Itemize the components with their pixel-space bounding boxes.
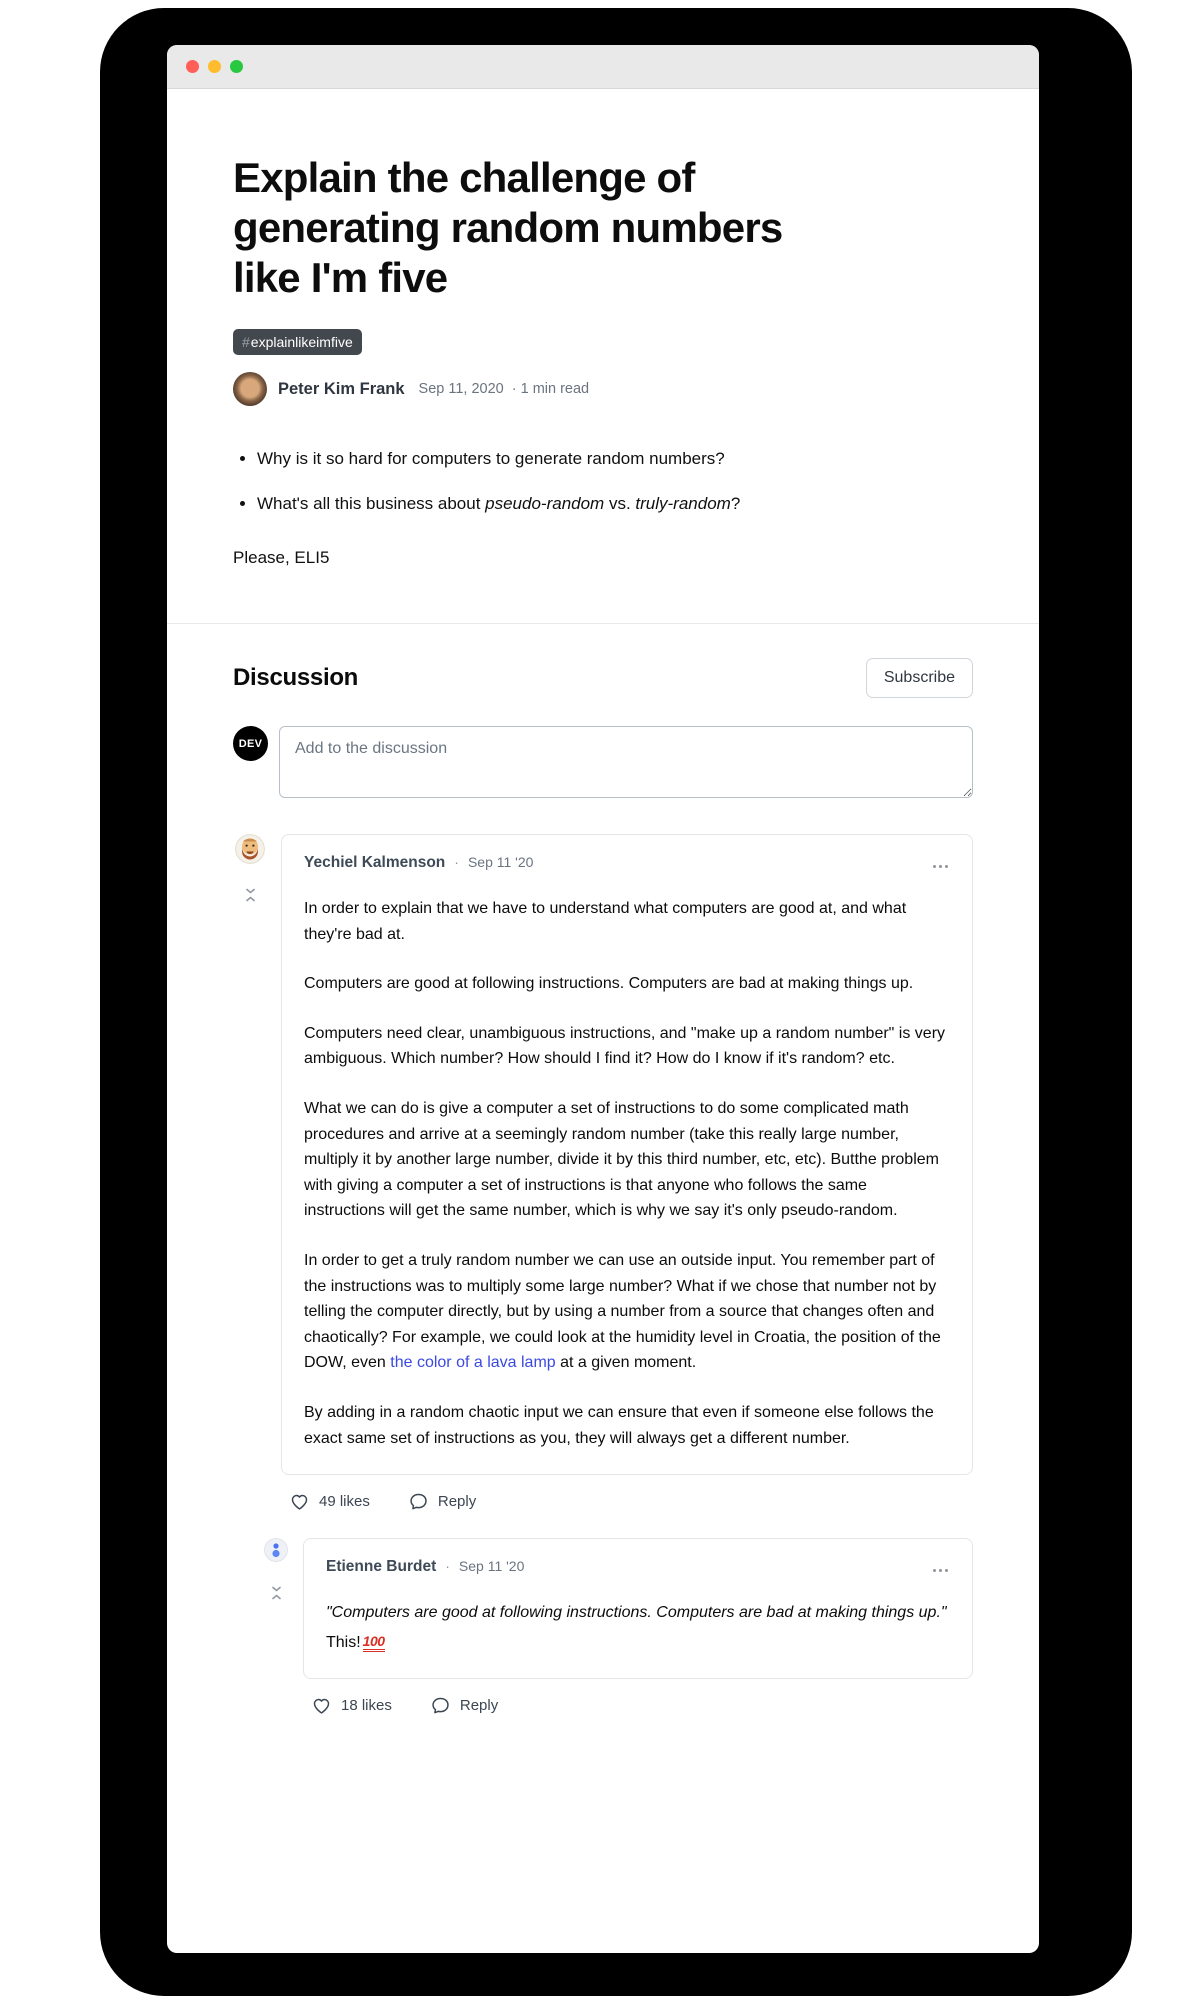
comment-date[interactable]: Sep 11 '20 — [467, 854, 534, 871]
post-outro: Please, ELI5 — [233, 547, 330, 567]
window-shadow — [100, 8, 1132, 1996]
post-body — [233, 446, 973, 571]
meta-separator: · — [454, 854, 459, 871]
reply-icon — [430, 1695, 451, 1716]
comment-paragraph: Computers are good at following instructions. Computers are bad at making things up. — [304, 975, 914, 993]
like-count-label: 49 likes — [319, 1493, 370, 1511]
commenter-name[interactable]: Etienne Burdet — [326, 1558, 437, 1576]
reply-label: Reply — [437, 1493, 477, 1511]
comment-footer — [289, 1491, 973, 1512]
reply-label: Reply — [459, 1697, 499, 1715]
comment-yechiel — [233, 834, 973, 1512]
post-read-time: · 1 min read — [511, 381, 590, 397]
dev-logo-avatar: DEV — [233, 726, 268, 761]
reply-button[interactable] — [408, 1491, 476, 1512]
comment-date[interactable]: Sep 11 '20 — [458, 1558, 525, 1575]
two-dots-avatar-icon — [264, 1538, 288, 1562]
browser-window — [167, 45, 1039, 1953]
post-bullet-1: • Why is it so hard for computers to generate random numbers? — [257, 446, 973, 472]
like-button[interactable] — [311, 1695, 392, 1716]
comment-etienne — [263, 1538, 973, 1716]
commenter-avatar[interactable] — [235, 834, 265, 864]
minimize-window-button[interactable] — [208, 60, 221, 73]
like-button[interactable] — [289, 1491, 370, 1512]
subscribe-button[interactable]: Subscribe — [866, 658, 973, 698]
tag-explainlikeimfive[interactable] — [233, 329, 362, 355]
comment-paragraph: By adding in a random chaotic input we can ensure that even if someone else follows the exact same set of instructions as you, they will always get a different number. — [304, 1403, 934, 1447]
post-date: Sep 11, 2020 — [418, 381, 504, 397]
hash-symbol: # — [242, 334, 250, 350]
comment-composer — [233, 726, 973, 798]
comment-input[interactable] — [279, 726, 973, 798]
chevron-up-icon — [273, 1596, 280, 1599]
comment-header — [304, 854, 950, 872]
comment-body — [326, 1600, 950, 1655]
like-count-label: 18 likes — [341, 1697, 392, 1715]
quoted-text: "Computers are good at following instructions. Computers are bad at making things up." — [326, 1604, 947, 1622]
tag-row — [233, 329, 973, 355]
author-row — [233, 372, 973, 406]
comment-gutter — [233, 834, 267, 1512]
page-content — [167, 153, 1039, 1734]
comment-footer — [311, 1695, 973, 1716]
tag-label: explainlikeimfive — [250, 334, 353, 350]
reply-icon — [408, 1491, 429, 1512]
comment-card — [303, 1538, 973, 1679]
comment-body — [304, 896, 950, 1451]
comment-paragraph: In order to explain that we have to understand what computers are good at, and what they're bad at. — [304, 900, 907, 943]
comment-options-button[interactable] — [926, 851, 952, 877]
discussion-header — [233, 658, 973, 698]
comment-header — [326, 1558, 950, 1576]
comment-paragraph: In order to get a truly random number we can use an outside input. You remember part of the instructions was to multiply some large number? What if we chose that number not by telling the computer directly, but by using a number from a source that changes often and chaotically? For example, we could look at the humidity level in Croatia, the position of the DOW, even the color of a lava lamp at a given moment. — [304, 1251, 941, 1372]
window-titlebar — [167, 45, 1039, 89]
discussion-title: Discussion — [233, 664, 359, 692]
author-name[interactable]: Peter Kim Frank — [278, 379, 405, 398]
italic-term-pseudo-random: pseudo-random — [485, 494, 605, 514]
heart-icon — [289, 1491, 310, 1512]
collapse-thread-toggle[interactable] — [245, 886, 256, 909]
comment-paragraph: This! 100 — [326, 1632, 385, 1651]
chevron-down-icon — [247, 890, 254, 893]
italic-term-truly-random: truly-random — [635, 494, 731, 514]
collapse-thread-toggle[interactable] — [271, 1584, 282, 1607]
meta-separator: · — [445, 1558, 450, 1575]
comment-gutter — [263, 1538, 289, 1716]
section-divider — [167, 623, 1039, 624]
commenter-name[interactable]: Yechiel Kalmenson — [304, 854, 446, 872]
hundred-points-emoji: 100 — [363, 1634, 385, 1652]
chevron-up-icon — [247, 898, 254, 901]
author-avatar[interactable] — [233, 372, 267, 406]
comment-thread — [233, 834, 973, 1716]
comment-paragraph: Computers need clear, unambiguous instructions, and "make up a random number" is very ambiguous. Which number? How should I find it? How do I know if it's random? etc. — [304, 1024, 946, 1068]
comment-options-button[interactable] — [926, 1555, 952, 1581]
chevron-down-icon — [273, 1588, 280, 1591]
comment-paragraph: What we can do is give a computer a set of instructions to do some complicated math procedures and arrive at a seemingly random number (take this really large number, multiply it by another large number, divide it by this third number, etc, etc). Butthe problem with giving a computer a set of instructions is that anyone who follows the same instructions will get the same number, which is why we say it's only pseudo-random. — [304, 1100, 939, 1220]
zoom-window-button[interactable] — [230, 60, 243, 73]
commenter-avatar[interactable] — [264, 1538, 288, 1562]
lava-lamp-link[interactable]: the color of a lava lamp — [390, 1354, 556, 1372]
bearded-face-avatar-icon — [235, 834, 265, 864]
close-window-button[interactable] — [186, 60, 199, 73]
comment-card — [281, 834, 973, 1475]
post-bullet-2: • What's all this business about pseudo-random vs. truly-random? — [257, 491, 973, 517]
reply-button[interactable] — [430, 1695, 498, 1716]
post-title: Explain the challenge of generating random numbers like I'm five — [233, 154, 783, 301]
heart-icon — [311, 1695, 332, 1716]
